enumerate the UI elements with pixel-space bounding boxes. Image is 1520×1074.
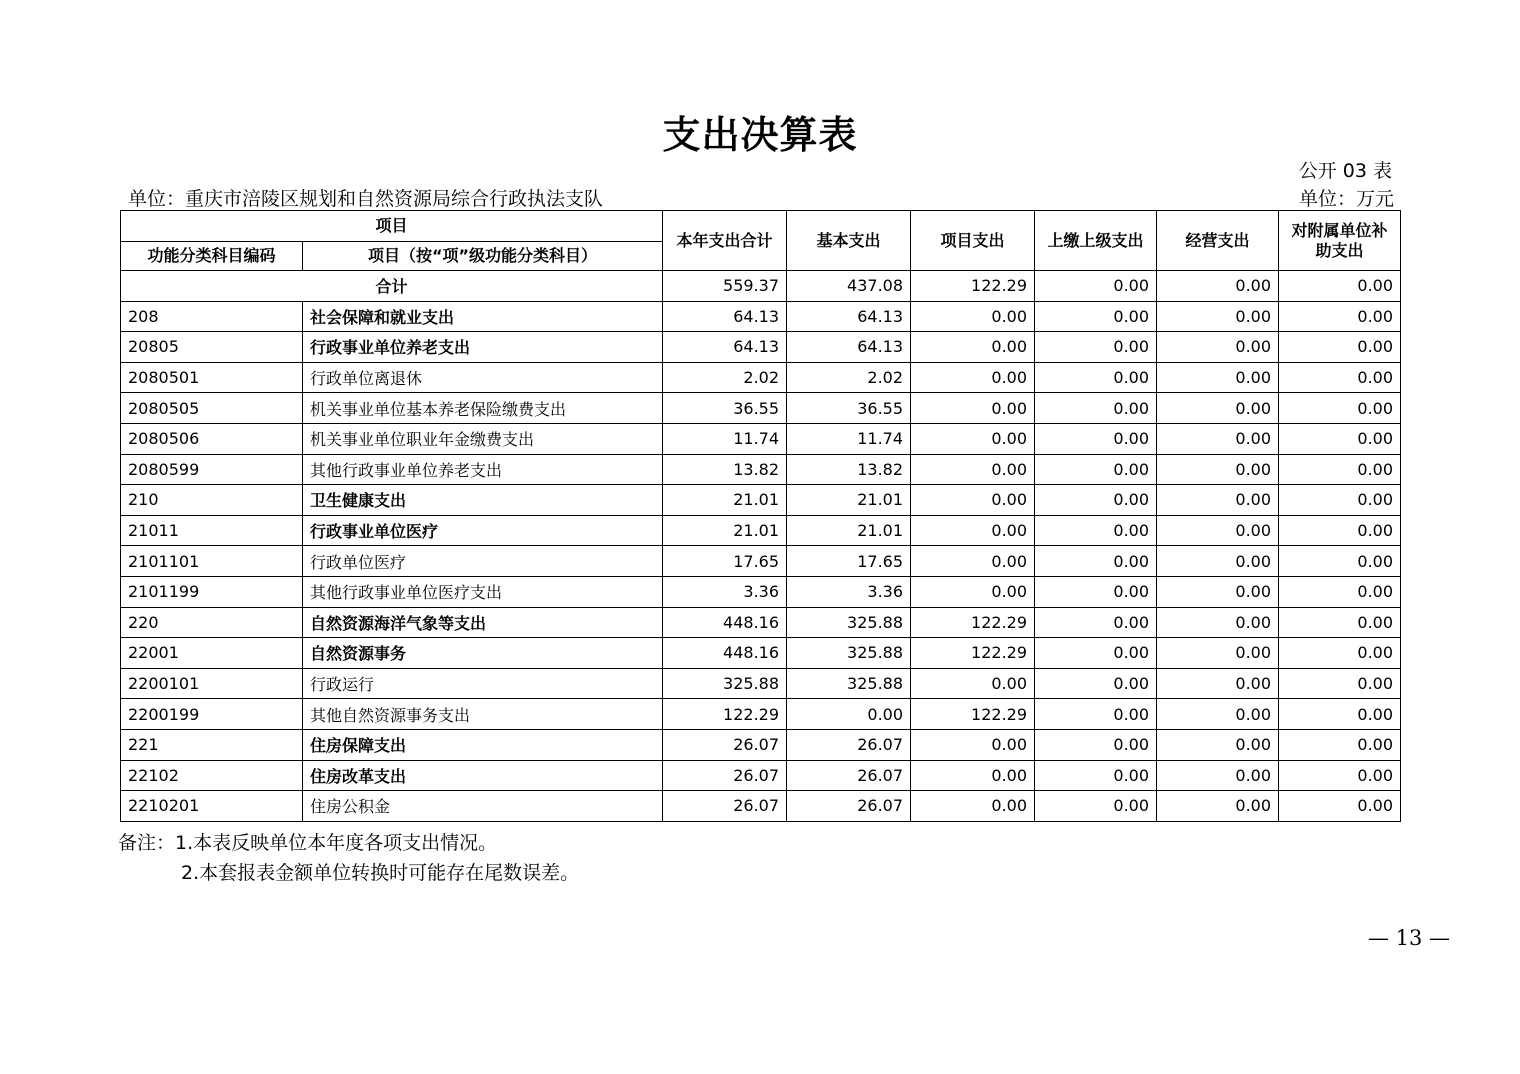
table-row: [121, 301, 1401, 332]
row-name: 行政运行: [303, 668, 663, 699]
header-item-name: 项目（按“项”级功能分类科目）: [303, 242, 663, 271]
row-name: 其他行政事业单位医疗支出: [303, 576, 663, 607]
row-value: 21.01: [663, 485, 787, 516]
row-value: 0.00: [1157, 607, 1279, 638]
row-value: 21.01: [663, 515, 787, 546]
row-value: 0.00: [1035, 791, 1157, 822]
row-name: 卫生健康支出: [303, 485, 663, 516]
row-value: 0.00: [911, 729, 1035, 760]
row-value: 0.00: [1035, 638, 1157, 669]
row-value: 0.00: [1157, 485, 1279, 516]
table-row: [121, 760, 1401, 791]
row-code: 20805: [121, 332, 303, 363]
row-value: 0.00: [1279, 699, 1401, 730]
row-value: 0.00: [1279, 301, 1401, 332]
row-value: 0.00: [1279, 485, 1401, 516]
row-value: 11.74: [787, 423, 911, 454]
table-row: [121, 638, 1401, 669]
table-row: [121, 362, 1401, 393]
row-value: 0.00: [1279, 638, 1401, 669]
note-line-1: 备注：1.本表反映单位本年度各项支出情况。: [118, 832, 498, 854]
header-total: 本年支出合计: [663, 211, 787, 271]
page-title: 支出决算表: [662, 112, 858, 157]
row-code: 220: [121, 607, 303, 638]
row-code: 2080505: [121, 393, 303, 424]
row-value: 36.55: [787, 393, 911, 424]
header-business: 经营支出: [1157, 211, 1279, 271]
row-value: 0.00: [1279, 729, 1401, 760]
row-name: 其他自然资源事务支出: [303, 699, 663, 730]
row-value: 26.07: [663, 729, 787, 760]
row-value: 0.00: [911, 362, 1035, 393]
row-name: 自然资源海洋气象等支出: [303, 607, 663, 638]
row-value: 0.00: [911, 393, 1035, 424]
table-row: [121, 546, 1401, 577]
total-label: 合计: [121, 271, 663, 302]
row-value: 0.00: [1157, 760, 1279, 791]
row-name: 住房改革支出: [303, 760, 663, 791]
row-value: 13.82: [787, 454, 911, 485]
row-value: 2.02: [663, 362, 787, 393]
table-row: [121, 668, 1401, 699]
row-value: 0.00: [1157, 546, 1279, 577]
row-code: 208: [121, 301, 303, 332]
row-value: 122.29: [663, 699, 787, 730]
row-code: 22001: [121, 638, 303, 669]
row-value: 0.00: [1157, 332, 1279, 363]
row-value: 0.00: [1279, 607, 1401, 638]
row-value: 0.00: [911, 485, 1035, 516]
row-code: 210: [121, 485, 303, 516]
row-value: 11.74: [663, 423, 787, 454]
row-value: 0.00: [1157, 729, 1279, 760]
row-code: 2080599: [121, 454, 303, 485]
row-value: 0.00: [1157, 791, 1279, 822]
row-value: 3.36: [787, 576, 911, 607]
row-value: 0.00: [911, 791, 1035, 822]
row-value: 122.29: [911, 699, 1035, 730]
row-value: 0.00: [1035, 515, 1157, 546]
row-value: 0.00: [1035, 423, 1157, 454]
row-value: 0.00: [1035, 729, 1157, 760]
table-row: [121, 699, 1401, 730]
total-value: 0.00: [1279, 271, 1401, 302]
row-code: 221: [121, 729, 303, 760]
row-value: 0.00: [1279, 393, 1401, 424]
total-value: 437.08: [787, 271, 911, 302]
row-value: 0.00: [1157, 576, 1279, 607]
row-name: 行政事业单位医疗: [303, 515, 663, 546]
row-value: 13.82: [663, 454, 787, 485]
row-value: 0.00: [911, 546, 1035, 577]
row-value: 0.00: [787, 699, 911, 730]
row-value: 0.00: [1157, 699, 1279, 730]
row-value: 21.01: [787, 485, 911, 516]
row-value: 64.13: [787, 332, 911, 363]
row-value: 26.07: [663, 760, 787, 791]
page-number: — 13 —: [1367, 926, 1450, 950]
row-value: 0.00: [1035, 301, 1157, 332]
row-name: 行政事业单位养老支出: [303, 332, 663, 363]
row-value: 0.00: [911, 576, 1035, 607]
row-value: 0.00: [1157, 454, 1279, 485]
row-value: 0.00: [1035, 576, 1157, 607]
row-value: 0.00: [911, 332, 1035, 363]
row-value: 21.01: [787, 515, 911, 546]
row-name: 住房公积金: [303, 791, 663, 822]
row-value: 26.07: [787, 729, 911, 760]
table-row: [121, 485, 1401, 516]
row-value: 0.00: [1157, 423, 1279, 454]
table-row: [121, 791, 1401, 822]
row-value: 0.00: [911, 515, 1035, 546]
row-code: 2200199: [121, 699, 303, 730]
row-value: 0.00: [1035, 485, 1157, 516]
table-row: [121, 332, 1401, 363]
total-value: 559.37: [663, 271, 787, 302]
row-value: 325.88: [787, 638, 911, 669]
row-value: 0.00: [1279, 362, 1401, 393]
row-value: 0.00: [1035, 668, 1157, 699]
row-value: 0.00: [1157, 362, 1279, 393]
row-value: 0.00: [1279, 332, 1401, 363]
row-value: 0.00: [1279, 515, 1401, 546]
header-item: 项目: [121, 211, 663, 242]
row-value: 0.00: [1035, 699, 1157, 730]
expenditure-table: [120, 210, 1401, 822]
row-value: 26.07: [787, 791, 911, 822]
form-number: 公开 03 表: [1298, 160, 1392, 182]
row-value: 17.65: [787, 546, 911, 577]
row-code: 2101101: [121, 546, 303, 577]
row-code: 2080506: [121, 423, 303, 454]
row-value: 0.00: [1157, 301, 1279, 332]
row-value: 122.29: [911, 638, 1035, 669]
table-row: [121, 607, 1401, 638]
row-code: 2200101: [121, 668, 303, 699]
row-value: 325.88: [787, 668, 911, 699]
currency-unit: 单位：万元: [1298, 188, 1394, 210]
header-upper: 上缴上级支出: [1035, 211, 1157, 271]
row-value: 0.00: [1035, 760, 1157, 791]
row-name: 行政单位医疗: [303, 546, 663, 577]
total-value: 122.29: [911, 271, 1035, 302]
row-code: 21011: [121, 515, 303, 546]
row-value: 0.00: [1279, 791, 1401, 822]
table-row: [121, 576, 1401, 607]
row-value: 448.16: [663, 607, 787, 638]
row-value: 0.00: [1035, 332, 1157, 363]
header-basic: 基本支出: [787, 211, 911, 271]
row-value: 0.00: [1157, 515, 1279, 546]
row-value: 0.00: [1035, 607, 1157, 638]
row-code: 22102: [121, 760, 303, 791]
row-value: 0.00: [1279, 546, 1401, 577]
row-value: 64.13: [663, 301, 787, 332]
row-value: 0.00: [1279, 760, 1401, 791]
row-value: 0.00: [1279, 454, 1401, 485]
row-name: 其他行政事业单位养老支出: [303, 454, 663, 485]
unit-name: 单位：重庆市涪陵区规划和自然资源局综合行政执法支队: [128, 188, 604, 210]
row-value: 0.00: [1157, 668, 1279, 699]
row-value: 0.00: [1157, 638, 1279, 669]
row-code: 2101199: [121, 576, 303, 607]
header-code: 功能分类科目编码: [121, 242, 303, 271]
row-value: 0.00: [1279, 576, 1401, 607]
row-value: 2.02: [787, 362, 911, 393]
row-value: 3.36: [663, 576, 787, 607]
header-project: 项目支出: [911, 211, 1035, 271]
row-value: 26.07: [787, 760, 911, 791]
row-value: 26.07: [663, 791, 787, 822]
row-name: 机关事业单位职业年金缴费支出: [303, 423, 663, 454]
row-value: 0.00: [911, 760, 1035, 791]
row-value: 122.29: [911, 607, 1035, 638]
row-value: 325.88: [787, 607, 911, 638]
table-row: [121, 515, 1401, 546]
row-value: 448.16: [663, 638, 787, 669]
row-value: 0.00: [1035, 546, 1157, 577]
row-value: 0.00: [1279, 668, 1401, 699]
note-line-2: 2.本套报表金额单位转换时可能存在尾数误差。: [181, 862, 580, 884]
row-value: 0.00: [911, 454, 1035, 485]
row-value: 64.13: [663, 332, 787, 363]
notes: [118, 828, 579, 888]
row-value: 0.00: [1035, 362, 1157, 393]
row-name: 行政单位离退休: [303, 362, 663, 393]
total-value: 0.00: [1157, 271, 1279, 302]
row-value: 0.00: [1157, 393, 1279, 424]
row-value: 325.88: [663, 668, 787, 699]
header-subsidy: 对附属单位补助支出: [1279, 211, 1401, 271]
table-row: [121, 454, 1401, 485]
row-value: 0.00: [1035, 454, 1157, 485]
row-name: 社会保障和就业支出: [303, 301, 663, 332]
row-value: 0.00: [911, 423, 1035, 454]
row-value: 0.00: [1279, 423, 1401, 454]
row-value: 36.55: [663, 393, 787, 424]
table-row: [121, 393, 1401, 424]
row-name: 自然资源事务: [303, 638, 663, 669]
row-name: 住房保障支出: [303, 729, 663, 760]
row-value: 17.65: [663, 546, 787, 577]
table-row: [121, 423, 1401, 454]
row-code: 2210201: [121, 791, 303, 822]
row-value: 0.00: [911, 301, 1035, 332]
row-value: 64.13: [787, 301, 911, 332]
row-code: 2080501: [121, 362, 303, 393]
row-value: 0.00: [911, 668, 1035, 699]
row-value: 0.00: [1035, 393, 1157, 424]
total-row: [121, 271, 1401, 302]
row-name: 机关事业单位基本养老保险缴费支出: [303, 393, 663, 424]
total-value: 0.00: [1035, 271, 1157, 302]
table-row: [121, 729, 1401, 760]
